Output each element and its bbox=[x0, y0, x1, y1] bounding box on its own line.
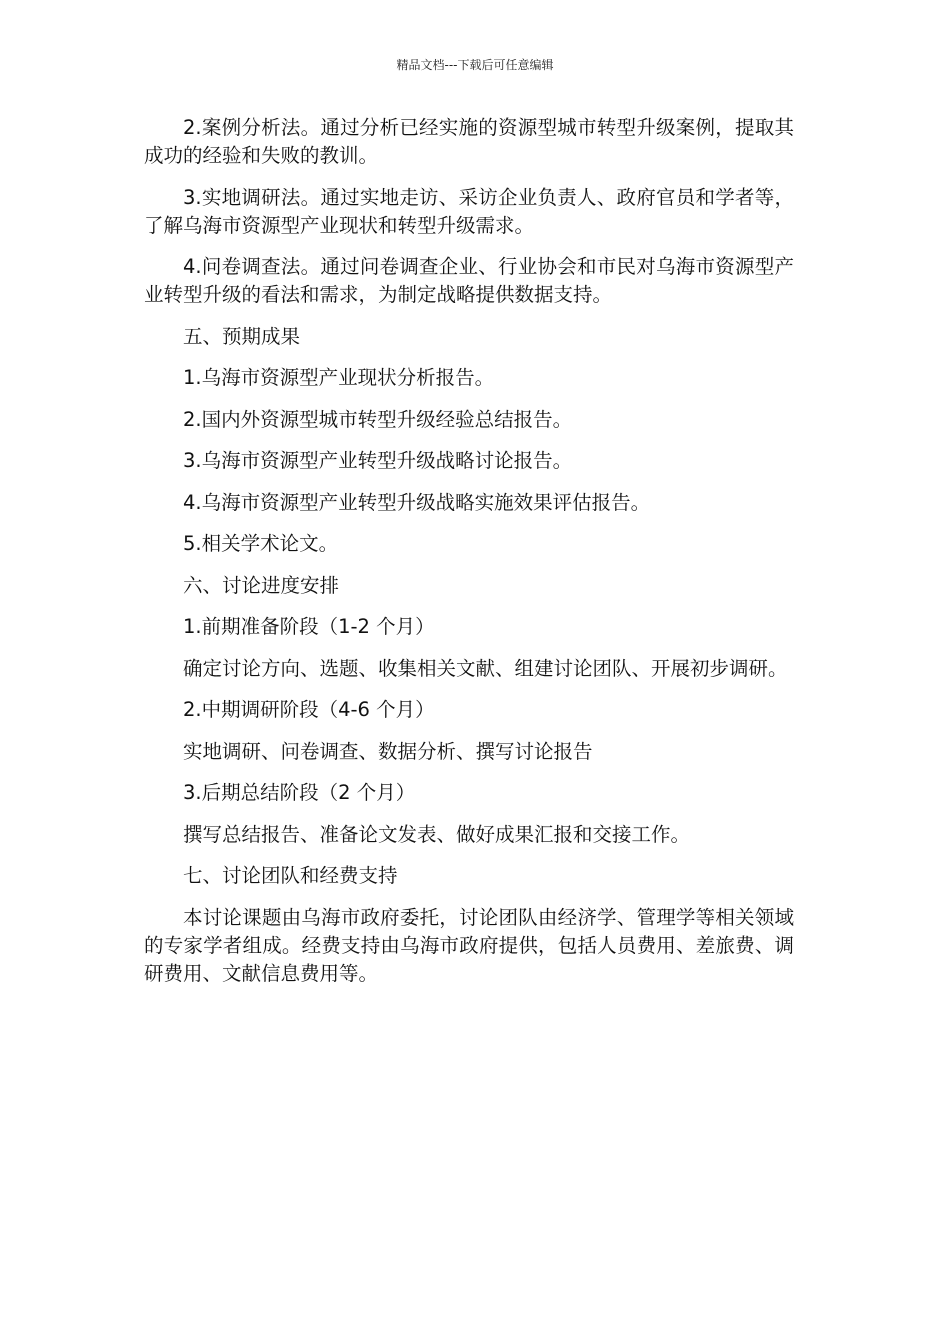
schedule-phase-2-desc: 实地调研、问卷调查、数据分析、撰写讨论报告 bbox=[183, 739, 593, 763]
schedule-phase-3-title: 3.后期总结阶段（2 个月） bbox=[183, 781, 416, 804]
paragraph-team-funding: 本讨论课题由乌海市政府委托，讨论团队由经济学、管理学等相关领域的专家学者组成。经费支持由乌海市政府提供，包括人员费用、差旅费、调研费用、文献信息费用等。 bbox=[144, 905, 794, 985]
paragraph-questionnaire: 4.问卷调查法。通过问卷调查企业、行业协会和市民对乌海市资源型产业转型升级的看法和需求，为制定战略提供数据支持。 bbox=[144, 255, 794, 306]
schedule-phase-1-title: 1.前期准备阶段（1-2 个月） bbox=[183, 615, 435, 638]
schedule-phase-3-desc: 撰写总结报告、准备论文发表、做好成果汇报和交接工作。 bbox=[183, 822, 691, 846]
section-heading-schedule: 六、讨论进度安排 bbox=[183, 573, 340, 597]
document-body bbox=[144, 114, 794, 1001]
section-heading-expected-results: 五、预期成果 bbox=[183, 324, 301, 348]
result-item-3: 3.乌海市资源型产业转型升级战略讨论报告。 bbox=[183, 449, 573, 472]
paragraph-case-analysis: 2.案例分析法。通过分析已经实施的资源型城市转型升级案例，提取其成功的经验和失败的教训。 bbox=[144, 116, 794, 167]
result-item-2: 2.国内外资源型城市转型升级经验总结报告。 bbox=[183, 407, 573, 431]
result-item-1: 1.乌海市资源型产业现状分析报告。 bbox=[183, 366, 495, 389]
result-item-4: 4.乌海市资源型产业转型升级战略实施效果评估报告。 bbox=[183, 490, 651, 514]
paragraph-field-research: 3.实地调研法。通过实地走访、采访企业负责人、政府官员和学者等，了解乌海市资源型产业现状和转型升级需求。 bbox=[144, 185, 794, 237]
section-heading-team-funding: 七、讨论团队和经费支持 bbox=[183, 864, 398, 887]
result-item-5: 5.相关学术论文。 bbox=[183, 532, 339, 555]
schedule-phase-2-title: 2.中期调研阶段（4-6 个月） bbox=[183, 698, 435, 721]
page-header: 精品文档---下载后可任意编辑 bbox=[396, 58, 554, 72]
schedule-phase-1-desc: 确定讨论方向、选题、收集相关文献、组建讨论团队、开展初步调研。 bbox=[183, 656, 788, 680]
